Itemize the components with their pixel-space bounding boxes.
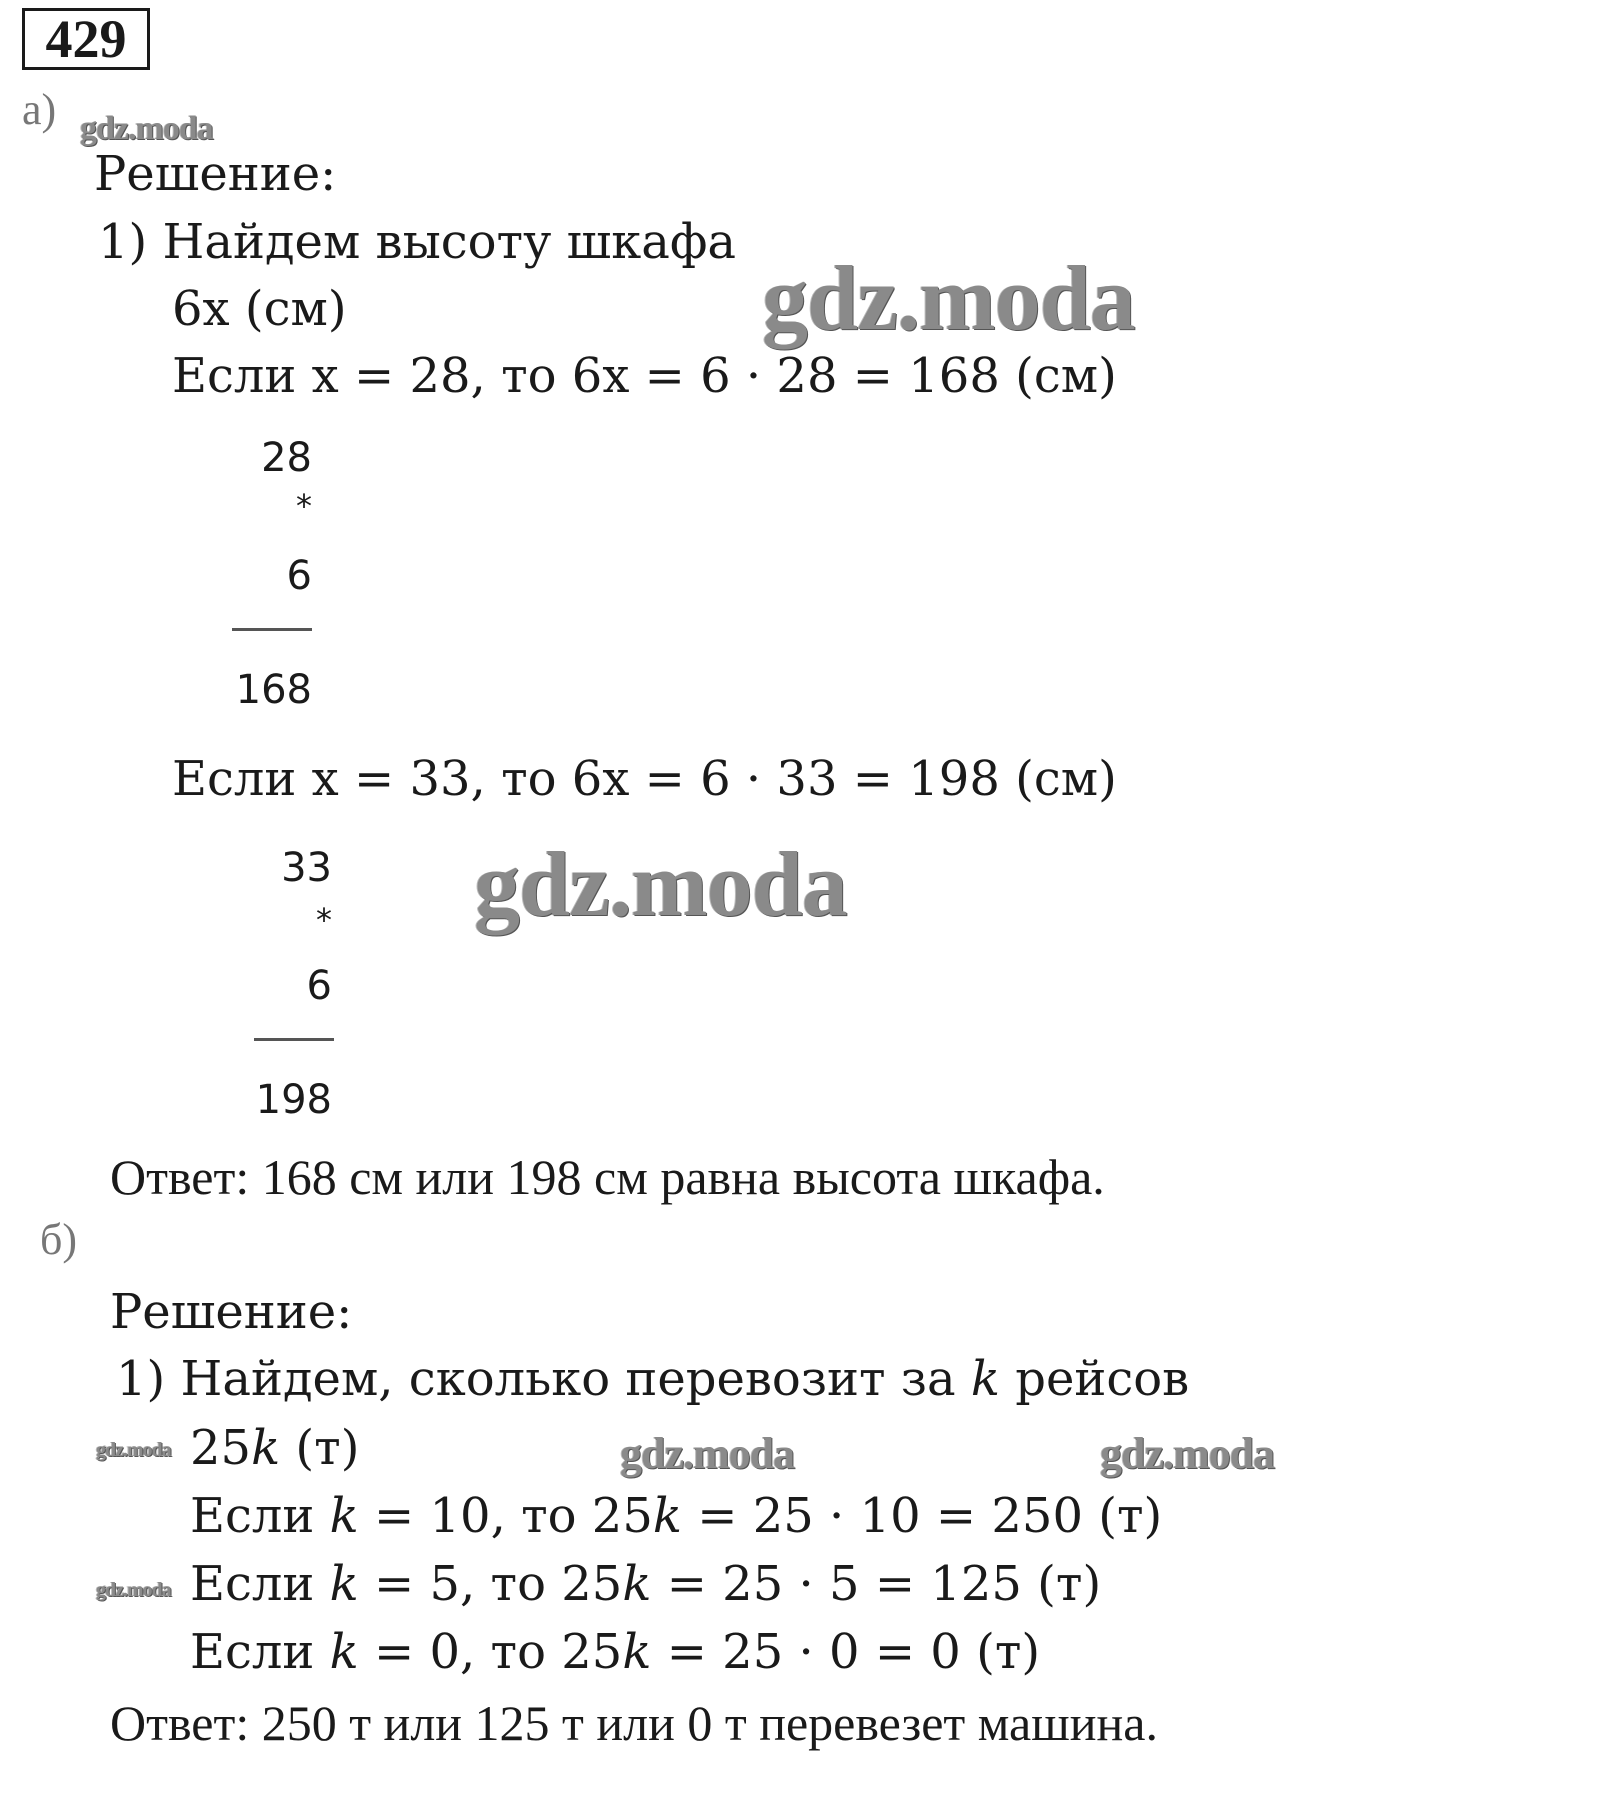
calc2-top: 33 bbox=[281, 845, 332, 891]
calc1-result: 168 bbox=[235, 667, 312, 713]
calc2-operator: * bbox=[316, 901, 332, 939]
watermark: gdz.moda bbox=[80, 110, 213, 147]
calc1-rule bbox=[232, 628, 312, 631]
part-b-label: б) bbox=[40, 1215, 78, 1264]
watermark: gdz.moda bbox=[474, 833, 847, 935]
part-a-expression: 6х (см) bbox=[172, 281, 347, 337]
calc2-result: 198 bbox=[255, 1077, 332, 1123]
part-b-case-1: Если k = 10, то 25k = 25 · 10 = 250 (т) bbox=[190, 1488, 1163, 1544]
part-a-case-2: Если х = 33, то 6х = 6 · 33 = 198 (см) bbox=[172, 751, 1117, 807]
part-a-solution-heading: Решение: bbox=[94, 146, 337, 202]
watermark: gdz.moda bbox=[96, 1439, 171, 1461]
watermark: gdz.moda bbox=[1100, 1429, 1275, 1478]
part-a-answer: Ответ: 168 см или 198 см равна высота шкафа. bbox=[110, 1149, 1105, 1205]
part-b-step: 1) Найдем, сколько перевозит за k рейсов bbox=[116, 1351, 1190, 1407]
part-a-case-1: Если х = 28, то 6х = 6 · 28 = 168 (см) bbox=[172, 348, 1117, 404]
calc2-bottom: 6 bbox=[306, 963, 332, 1009]
part-a-label: а) bbox=[22, 85, 57, 134]
part-b-expression: 25k (т) bbox=[190, 1420, 360, 1476]
calc1-operator: * bbox=[296, 487, 312, 525]
calc1-bottom: 6 bbox=[286, 553, 312, 599]
watermark: gdz.moda bbox=[620, 1429, 795, 1478]
part-b-answer: Ответ: 250 т или 125 т или 0 т перевезет машина. bbox=[110, 1695, 1158, 1751]
problem-number: 429 bbox=[22, 8, 150, 70]
watermark: gdz.moda bbox=[762, 247, 1135, 349]
part-a-step: 1) Найдем высоту шкафа bbox=[98, 214, 737, 270]
part-b-solution-heading: Решение: bbox=[110, 1284, 353, 1340]
calc1-top: 28 bbox=[261, 435, 312, 481]
part-b-case-2: Если k = 5, то 25k = 25 · 5 = 125 (т) bbox=[190, 1556, 1102, 1612]
part-b-case-3: Если k = 0, то 25k = 25 · 0 = 0 (т) bbox=[190, 1624, 1041, 1680]
watermark: gdz.moda bbox=[96, 1579, 171, 1601]
calc2-rule bbox=[254, 1038, 334, 1041]
